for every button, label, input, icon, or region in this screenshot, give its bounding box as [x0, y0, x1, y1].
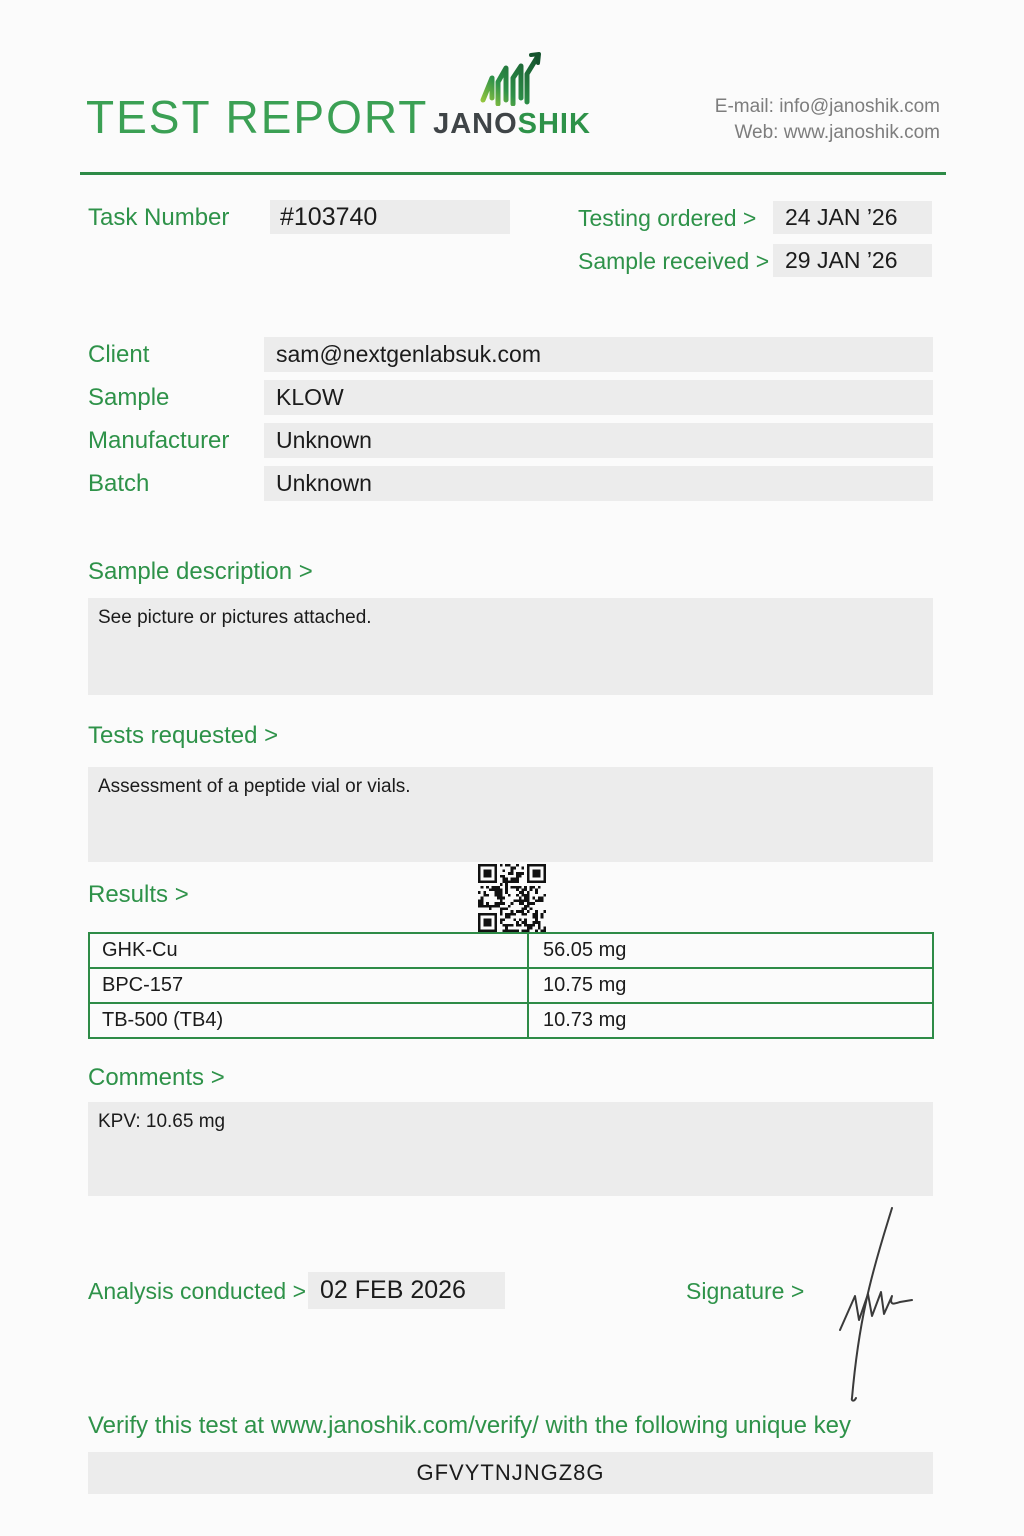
manufacturer-value-box: [264, 423, 933, 458]
verify-key: GFVYTNJNGZ8G: [416, 1460, 605, 1485]
batch-value-box: [264, 466, 933, 501]
testing-ordered-label: Testing ordered >: [578, 205, 757, 231]
logo-text-dark: JANO: [433, 108, 518, 140]
header-divider: [80, 172, 946, 175]
tests-requested-heading: Tests requested >: [88, 722, 279, 749]
contact-web: Web: www.janoshik.com: [734, 122, 940, 143]
trend-chart-icon: [475, 48, 549, 106]
comments-body: KPV: 10.65 mg: [98, 1111, 226, 1132]
result-analyte: GHK-Cu: [89, 933, 528, 968]
manufacturer-value: Unknown: [276, 427, 372, 453]
sample-received-label: Sample received >: [578, 248, 770, 274]
sample-description-box: [88, 598, 933, 695]
analysis-conducted-label: Analysis conducted >: [88, 1278, 306, 1304]
sample-label: Sample: [88, 384, 170, 411]
tests-requested-box: [88, 767, 933, 862]
sample-value: KLOW: [276, 384, 344, 410]
client-label: Client: [88, 341, 150, 368]
result-analyte: TB-500 (TB4): [89, 1003, 528, 1038]
client-value: sam@nextgenlabsuk.com: [276, 341, 541, 367]
task-number-value-box: [270, 200, 510, 234]
comments-box: [88, 1102, 933, 1196]
sample-received-value: 29 JAN ’26: [785, 247, 898, 273]
analysis-date-value: 02 FEB 2026: [320, 1276, 466, 1304]
logo-text-green: SHIK: [517, 108, 591, 140]
qr-code: [478, 864, 546, 932]
signature-image: [828, 1202, 920, 1404]
comments-heading: Comments >: [88, 1064, 225, 1091]
result-amount: 10.75 mg: [528, 968, 933, 1003]
sample-value-box: [264, 380, 933, 415]
janoshik-logo: [432, 48, 592, 141]
task-number-label: Task Number: [88, 204, 230, 231]
table-row: [89, 968, 933, 1003]
verify-instruction: Verify this test at www.janoshik.com/verify/ with the following unique key: [88, 1412, 852, 1439]
sample-description-body: See picture or pictures attached.: [98, 607, 372, 628]
table-row: [89, 933, 933, 968]
sample-received-value-box: [773, 244, 932, 277]
contact-email: E-mail: info@janoshik.com: [714, 96, 940, 117]
client-value-box: [264, 337, 933, 372]
result-analyte: BPC-157: [89, 968, 528, 1003]
testing-ordered-value: 24 JAN ’26: [785, 204, 898, 230]
batch-label: Batch: [88, 470, 150, 497]
manufacturer-label: Manufacturer: [88, 427, 230, 454]
table-row: [89, 1003, 933, 1038]
tests-requested-body: Assessment of a peptide vial or vials.: [98, 776, 411, 797]
batch-value: Unknown: [276, 470, 372, 496]
result-amount: 56.05 mg: [528, 933, 933, 968]
contact-info: [715, 94, 940, 146]
analysis-date-box: [308, 1272, 505, 1309]
logo-wordmark: [432, 108, 592, 141]
verify-key-box: [88, 1452, 933, 1494]
task-number-value: #103740: [280, 203, 378, 231]
results-heading: Results >: [88, 881, 189, 908]
signature-label: Signature >: [686, 1278, 805, 1304]
result-amount: 10.73 mg: [528, 1003, 933, 1038]
results-table: [88, 932, 934, 1039]
testing-ordered-value-box: [773, 201, 932, 234]
sample-description-heading: Sample description >: [88, 558, 313, 585]
page-title: TEST REPORT: [86, 91, 429, 143]
